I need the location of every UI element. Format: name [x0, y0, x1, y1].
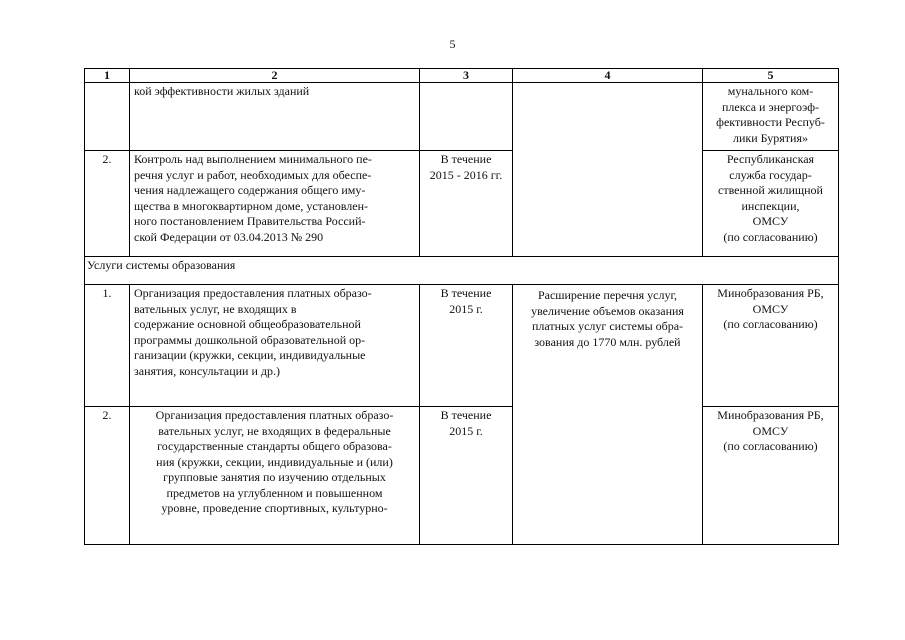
measures-table: [84, 68, 839, 545]
term-cell: В течение 2015 г.: [420, 407, 513, 545]
row-number: 2.: [85, 407, 130, 545]
result-cell: [513, 83, 703, 151]
measure-text: кой эффективности жилых зданий: [130, 83, 420, 151]
responsible-cell: Минобразования РБ, ОМСУ (по согласованию): [703, 285, 839, 407]
header-col-5: 5: [703, 69, 839, 83]
term-cell: В течение 2015 г.: [420, 285, 513, 407]
row-number: 2.: [85, 151, 130, 257]
row-number: 1.: [85, 285, 130, 407]
row-number: [85, 83, 130, 151]
header-col-1: 1: [85, 69, 130, 83]
term-cell: [420, 83, 513, 151]
header-col-3: 3: [420, 69, 513, 83]
measure-text: Контроль над выполнением минимального пе- речня услуг и работ, необходимых для обеспе- чения надлежащего содержания общего иму- щества в многоквартирном доме, установлен- ного постановлением Правительства Россий- ской Федерации от 03.04.2013 № 290: [130, 151, 420, 257]
result-cell-empty: [513, 151, 703, 257]
result-cell: Расширение перечня услуг, увеличение объемов оказания платных услуг системы обра- зования до 1770 млн. рублей: [513, 285, 703, 407]
section-title: Услуги системы образования: [85, 257, 839, 285]
result-cell-empty: [513, 407, 703, 545]
section-row: [85, 257, 839, 285]
term-cell: В течение 2015 - 2016 гг.: [420, 151, 513, 257]
table-row: [85, 285, 839, 407]
header-row: [85, 69, 839, 83]
header-col-2: 2: [130, 69, 420, 83]
page-number: 5: [449, 37, 456, 51]
table-row: [85, 83, 839, 151]
responsible-cell: Минобразования РБ, ОМСУ (по согласованию): [703, 407, 839, 545]
table-row: [85, 407, 839, 545]
responsible-cell: мунального ком- плекса и энергоэф- фективности Респуб- лики Бурятия»: [703, 83, 839, 151]
measure-text: Организация предоставления платных образо- вательных услуг, не входящих в содержание основной общеобразовательной программы дошкольной образовательной ор- ганизации (кружки, секции, индивидуальные занятия, консультации и др.): [130, 285, 420, 407]
measure-text: Организация предоставления платных образо- вательных услуг, не входящих в федеральные государственные стандарты общего образова- ния (кружки, секции, индивидуальные и (или) групповые занятия по изучению отдельных предметов на углубленном и повышенном уровне, проведение спортивных, культурно-: [130, 407, 420, 545]
responsible-cell: Республиканская служба государ- ственной жилищной инспекции, ОМСУ (по согласованию): [703, 151, 839, 257]
header-col-4: 4: [513, 69, 703, 83]
table-row: [85, 151, 839, 257]
